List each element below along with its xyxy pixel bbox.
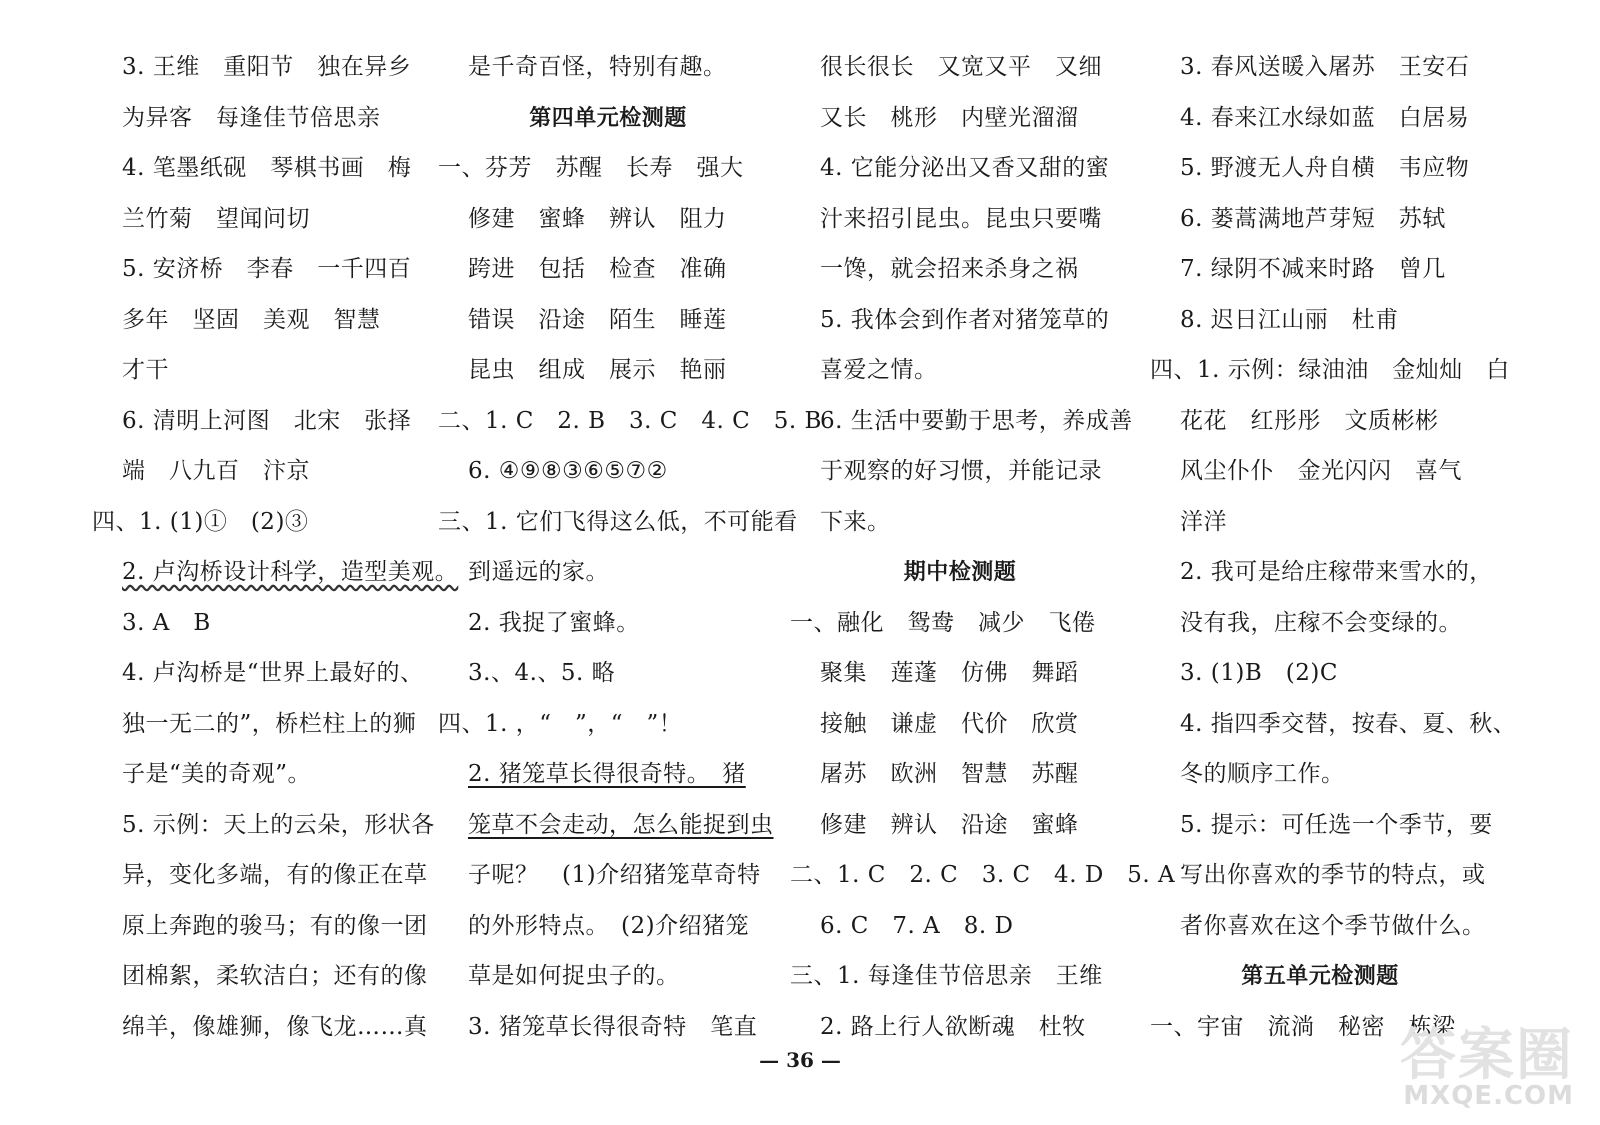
column-3 <box>790 42 1176 1052</box>
answer-line: 的外形特点。 (2)介绍猪笼 <box>468 912 750 939</box>
answer-line: 5. 提示：可任选一个季节，要 <box>1180 811 1493 838</box>
answer-line: 3.、4.、5. 略 <box>468 660 616 686</box>
watermark-top-text: 答案圈 <box>1400 1023 1574 1088</box>
answer-line: 2. 路上行人欲断魂 杜牧 <box>820 1013 1086 1040</box>
answer-line: 是千奇百怪，特别有趣。 <box>468 54 727 80</box>
answer-line: 3. 猪笼草长得很奇特 笔直 <box>468 1013 758 1040</box>
answer-line: 6. 蒌蒿满地芦芽短 苏轼 <box>1180 205 1446 232</box>
answer-line: 二、1. C 2. B 3. C 4. C 5. B <box>438 407 822 434</box>
answer-line: 子呢？ (1)介绍猪笼草奇特 <box>468 862 761 888</box>
answer-line: 三、1. 每逢佳节倍思亲 王维 <box>790 963 1103 989</box>
answer-line: 3. 春风送暖入屠苏 王安石 <box>1180 54 1470 80</box>
answer-line: 2. 我可是给庄稼带来雪水的， <box>1180 559 1493 585</box>
section-heading: 第五单元检测题 <box>1241 963 1399 989</box>
answer-line: 一、融化 鸳鸯 减少 飞倦 <box>790 609 1096 636</box>
answer-line: 修建 辨认 沿途 蜜蜂 <box>820 811 1079 838</box>
answer-line: 下来。 <box>820 508 891 535</box>
answer-line: 喜爱之情。 <box>820 357 938 383</box>
column-4 <box>1150 42 1517 1052</box>
column-2 <box>438 42 822 1052</box>
answer-line: 绵羊，像雄狮，像飞龙……真 <box>122 1013 428 1040</box>
answer-line: 独一无二的”，桥栏柱上的狮 <box>122 710 417 737</box>
answer-line: 风尘仆仆 金光闪闪 喜气 <box>1180 458 1462 484</box>
answer-line: 3. (1)B (2)C <box>1180 660 1338 686</box>
answer-line: 昆虫 组成 展示 艳丽 <box>468 357 727 383</box>
answer-line: 汁来招引昆虫。昆虫只要嘴 <box>820 205 1102 232</box>
answer-line: 3. 王维 重阳节 独在异乡 <box>122 54 412 80</box>
answer-line: 冬的顺序工作。 <box>1180 761 1345 787</box>
answer-line: 4. 春来江水绿如蓝 白居易 <box>1180 104 1470 131</box>
column-1 <box>92 42 459 1052</box>
answer-line: 2. 我捉了蜜蜂。 <box>468 609 640 636</box>
answer-line: 8. 迟日江山丽 杜甫 <box>1180 306 1399 333</box>
answer-line: 多年 坚固 美观 智慧 <box>122 306 381 333</box>
answer-line: 4. 指四季交替，按春、夏、秋、 <box>1180 710 1517 737</box>
answer-line: 3. A B <box>122 609 211 636</box>
answer-line: 4. 它能分泌出又香又甜的蜜 <box>820 155 1110 181</box>
answer-line: 二、1. C 2. C 3. C 4. D 5. A <box>790 862 1176 888</box>
answer-line: 5. 野渡无人舟自横 韦应物 <box>1180 155 1470 181</box>
answer-line: 屠苏 欧洲 智慧 苏醒 <box>820 761 1079 787</box>
answer-line: 修建 蜜蜂 辨认 阻力 <box>468 205 727 232</box>
answer-line: 6. ④⑨⑧③⑥⑤⑦② <box>468 458 668 484</box>
answer-line: 四、1. (1)① (2)③ <box>92 508 309 535</box>
answer-line: 四、1. ，“ ”，“ ”！ <box>438 710 683 737</box>
answer-line-underlined <box>438 800 778 851</box>
answer-line: 没有我，庄稼不会变绿的。 <box>1180 609 1462 636</box>
watermark-logo <box>1374 1011 1574 1111</box>
answer-line: 到遥远的家。 <box>468 559 609 585</box>
answer-line: 端 八九百 汴京 <box>122 458 310 484</box>
section-heading: 第四单元检测题 <box>529 104 687 131</box>
underlined-text: 2. 卢沟桥设计科学，造型美观。 <box>122 559 459 585</box>
answer-line: 团棉絮，柔软洁白；还有的像 <box>122 963 428 989</box>
answer-line: 5. 我体会到作者对猪笼草的 <box>820 306 1110 333</box>
answer-line: 6. 生活中要勤于思考，养成善 <box>820 407 1133 434</box>
answer-line: 兰竹菊 望闻问切 <box>122 205 310 232</box>
answer-line: 一、宇宙 流淌 秘密 栋梁 <box>1150 1013 1456 1040</box>
underlined-text: 笼草不会走动，怎么能捉到虫 <box>468 811 774 838</box>
answer-line: 一、芬芳 苏醒 长寿 强大 <box>438 155 744 181</box>
answer-line: 才干 <box>122 357 169 383</box>
underlined-text: 2. 猪笼草长得很奇特。 猪 <box>468 761 746 787</box>
answer-line: 于观察的好习惯，并能记录 <box>820 458 1102 484</box>
watermark-bottom-text: MXQE.COM <box>1403 1081 1574 1111</box>
answer-line: 4. 笔墨纸砚 琴棋书画 梅 <box>122 155 412 181</box>
answer-line: 原上奔跑的骏马；有的像一团 <box>122 912 428 939</box>
answer-line: 错误 沿途 陌生 睡莲 <box>468 306 727 333</box>
page-number: — 36 — <box>759 1048 841 1072</box>
answer-line: 7. 绿阴不减来时路 曾几 <box>1180 256 1446 282</box>
answer-line: 6. C 7. A 8. D <box>820 912 1014 939</box>
answer-line: 草是如何捉虫子的。 <box>468 963 680 989</box>
answer-line: 一馋，就会招来杀身之祸 <box>820 256 1079 282</box>
answer-line: 异，变化多端，有的像正在草 <box>122 862 428 888</box>
answer-line: 花花 红彤彤 文质彬彬 <box>1180 407 1439 434</box>
answer-line: 聚集 莲蓬 仿佛 舞蹈 <box>820 660 1079 686</box>
answer-line: 三、1. 它们飞得这么低，不可能看 <box>438 508 798 535</box>
answer-line: 6. 清明上河图 北宋 张择 <box>122 407 412 434</box>
answer-line: 跨进 包括 检查 准确 <box>468 256 727 282</box>
answer-line: 5. 安济桥 李春 一千四百 <box>122 256 412 282</box>
answer-line: 子是“美的奇观”。 <box>122 761 312 787</box>
answer-line: 很长很长 又宽又平 又细 <box>820 54 1102 80</box>
section-heading: 期中检测题 <box>903 559 1017 585</box>
answer-line: 5. 示例：天上的云朵，形状各 <box>122 811 435 838</box>
answer-line-underlined <box>92 547 459 598</box>
answer-line: 又长 桃形 内壁光溜溜 <box>820 104 1079 131</box>
answer-line: 4. 卢沟桥是“世界上最好的、 <box>122 660 424 686</box>
answer-line: 四、1. 示例：绿油油 金灿灿 白 <box>1150 357 1510 383</box>
answer-line: 为异客 每逢佳节倍思亲 <box>122 104 381 131</box>
answer-line: 接触 谦虚 代价 欣赏 <box>820 710 1079 737</box>
answer-line-underlined <box>438 749 778 800</box>
answer-line: 写出你喜欢的季节的特点，或 <box>1180 862 1486 888</box>
answer-line: 者你喜欢在这个季节做什么。 <box>1180 912 1486 939</box>
answer-line: 洋洋 <box>1180 508 1227 535</box>
